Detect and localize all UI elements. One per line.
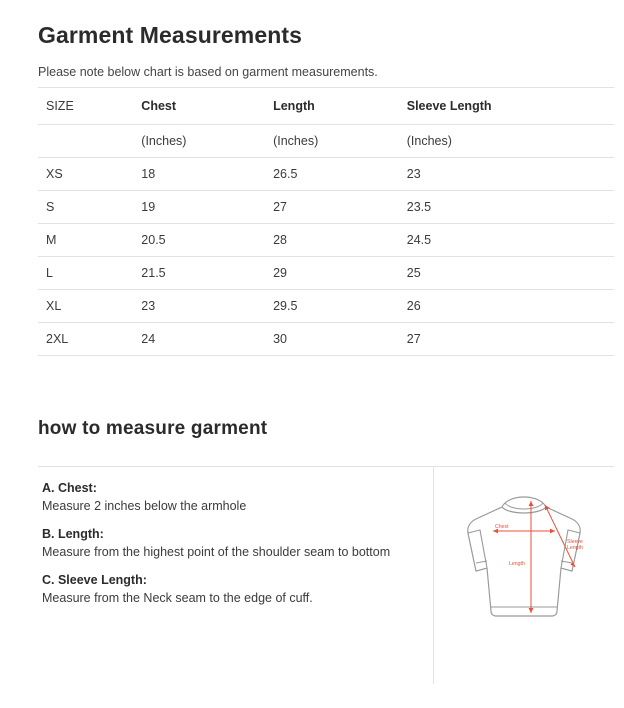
table-row bbox=[38, 224, 614, 257]
table-body bbox=[38, 125, 614, 356]
table-header-row bbox=[38, 88, 614, 125]
column-header-chest: Chest bbox=[133, 88, 265, 125]
table-row bbox=[38, 257, 614, 290]
measure-item-heading bbox=[42, 527, 421, 541]
cell-length: 29 bbox=[265, 257, 399, 290]
measure-item-length bbox=[42, 527, 421, 559]
cell-sleeve: 26 bbox=[399, 290, 614, 323]
table-row bbox=[38, 290, 614, 323]
cell-chest: 23 bbox=[133, 290, 265, 323]
cell-sleeve: 25 bbox=[399, 257, 614, 290]
measure-item-heading-text: B. Length: bbox=[42, 527, 104, 541]
cell-units-size bbox=[38, 125, 133, 158]
size-chart-table bbox=[38, 87, 614, 356]
cell-chest: 19 bbox=[133, 191, 265, 224]
cell-size: XS bbox=[38, 158, 133, 191]
column-header-size: SIZE bbox=[38, 88, 133, 125]
how-to-measure-title: how to measure garment bbox=[38, 418, 268, 439]
cell-sleeve: 23.5 bbox=[399, 191, 614, 224]
sweatshirt-illustration-icon bbox=[439, 485, 609, 635]
measure-item-heading bbox=[42, 573, 421, 587]
page-container bbox=[0, 22, 624, 684]
cell-length: 26.5 bbox=[265, 158, 399, 191]
garment-diagram bbox=[434, 467, 614, 684]
diagram-label-chest: Chest bbox=[495, 524, 509, 530]
cell-size: 2XL bbox=[38, 323, 133, 356]
table-row bbox=[38, 323, 614, 356]
cell-length: 30 bbox=[265, 323, 399, 356]
cell-sleeve: 23 bbox=[399, 158, 614, 191]
table-header bbox=[38, 88, 614, 125]
measure-item-heading-text: C. Sleeve Length: bbox=[42, 573, 147, 587]
cell-units-chest: (Inches) bbox=[133, 125, 265, 158]
measure-item-sleeve-length bbox=[42, 573, 421, 605]
measure-item-description: Measure from the Neck seam to the edge of cuff. bbox=[42, 591, 313, 605]
cell-length: 27 bbox=[265, 191, 399, 224]
cell-sleeve: 24.5 bbox=[399, 224, 614, 257]
cell-units-length: (Inches) bbox=[265, 125, 399, 158]
cell-size: S bbox=[38, 191, 133, 224]
cell-chest: 18 bbox=[133, 158, 265, 191]
measure-item-description: Measure 2 inches below the armhole bbox=[42, 499, 247, 513]
measure-instructions bbox=[38, 467, 434, 684]
table-row bbox=[38, 158, 614, 191]
cell-size: XL bbox=[38, 290, 133, 323]
measure-item-chest bbox=[42, 481, 421, 513]
cell-size: M bbox=[38, 224, 133, 257]
measure-item-heading bbox=[42, 481, 421, 495]
diagram-label-sleeve-length: Sleeve Length bbox=[567, 539, 583, 551]
cell-length: 28 bbox=[265, 224, 399, 257]
cell-chest: 21.5 bbox=[133, 257, 265, 290]
cell-length: 29.5 bbox=[265, 290, 399, 323]
diagram-label-length: Length bbox=[509, 561, 525, 567]
how-to-measure-panel bbox=[38, 466, 614, 684]
measure-item-description: Measure from the highest point of the shoulder seam to bottom bbox=[42, 545, 391, 559]
cell-chest: 24 bbox=[133, 323, 265, 356]
measure-item-heading-text: A. Chest: bbox=[42, 481, 97, 495]
cell-units-sleeve: (Inches) bbox=[399, 125, 614, 158]
cell-size: L bbox=[38, 257, 133, 290]
table-row-units bbox=[38, 125, 614, 158]
column-header-length: Length bbox=[265, 88, 399, 125]
page-title: Garment Measurements bbox=[38, 22, 303, 48]
chart-note: Please note below chart is based on garment measurements. bbox=[38, 65, 378, 79]
column-header-sleeve-length: Sleeve Length bbox=[399, 88, 614, 125]
cell-chest: 20.5 bbox=[133, 224, 265, 257]
table-row bbox=[38, 191, 614, 224]
cell-sleeve: 27 bbox=[399, 323, 614, 356]
